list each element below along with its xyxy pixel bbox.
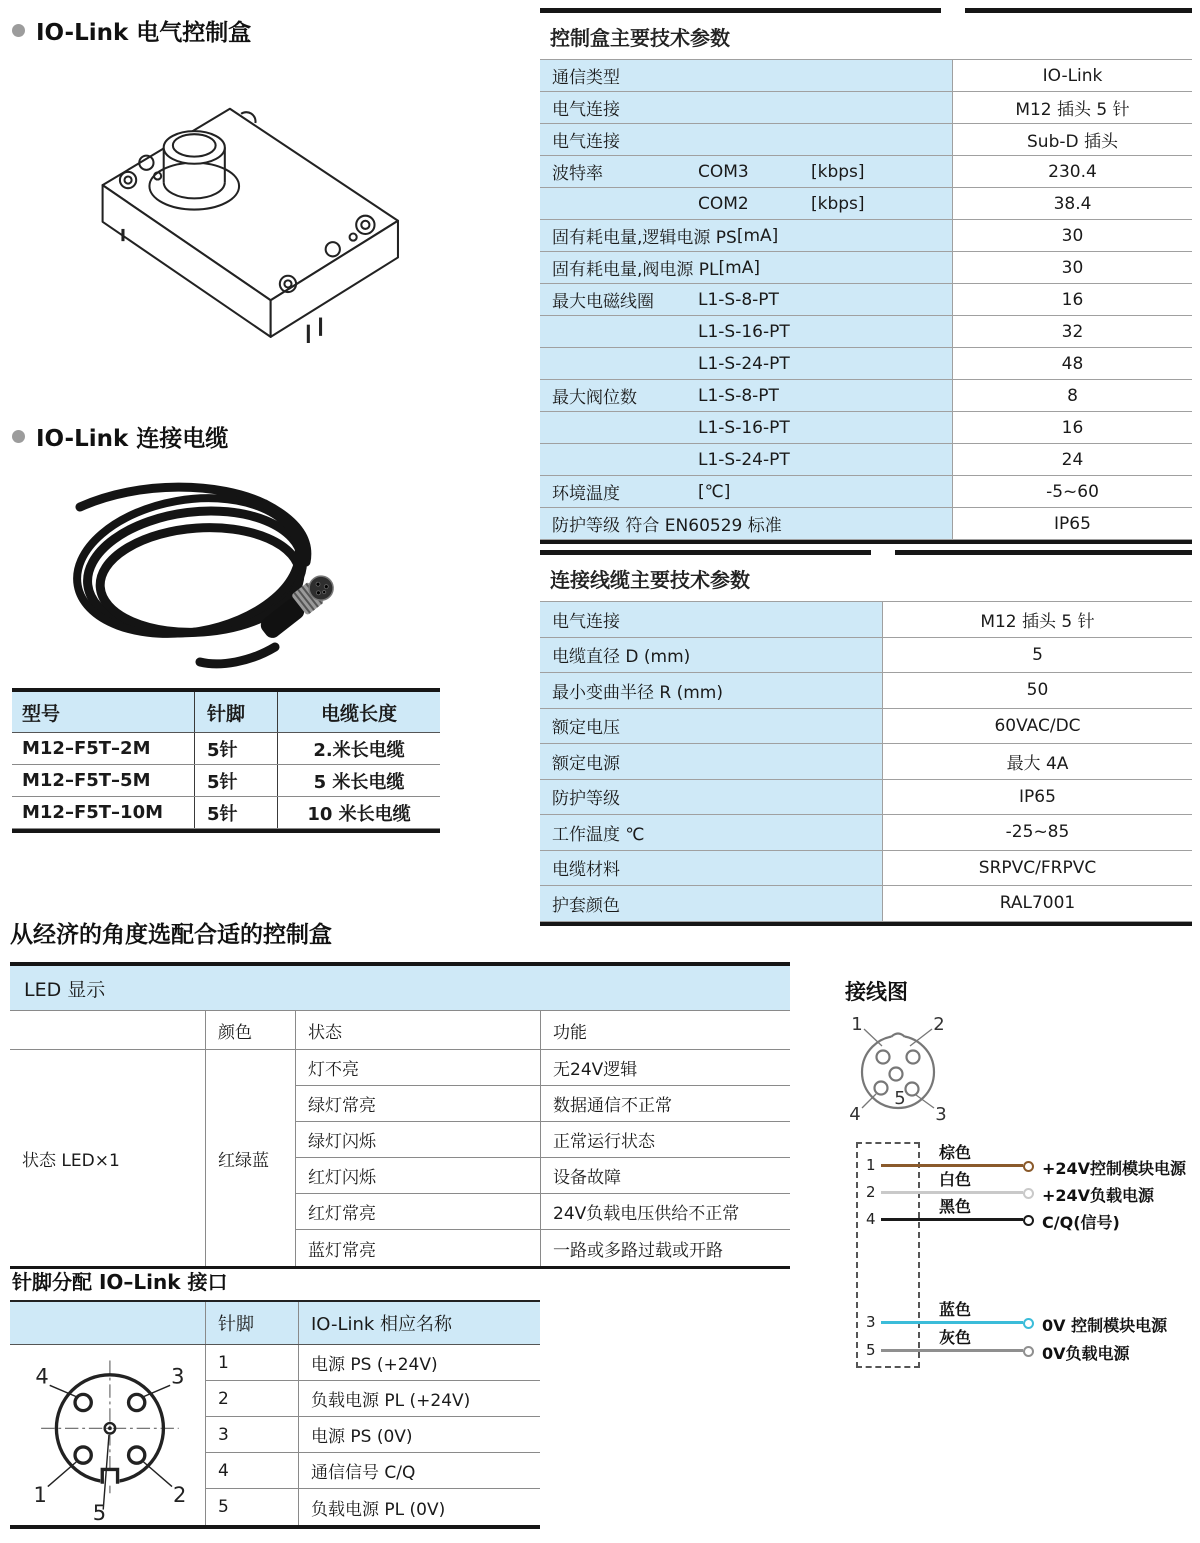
wiring-connector-diagram [846, 1014, 951, 1122]
table-row: 额定电源 最大 4A [540, 744, 1192, 780]
led-state: 红灯闪烁 [295, 1158, 540, 1194]
wire-color-label: 棕色 [938, 1143, 971, 1162]
section1-heading [12, 14, 251, 47]
pin-name: 通信信号 C/Q [298, 1453, 540, 1489]
section2-title: IO-Link 连接电缆 [36, 426, 229, 452]
m12-connector-diagram [10, 1345, 205, 1525]
led-function: 无24V逻辑 [540, 1050, 790, 1086]
wire-description: C/Q(信号) [1042, 1213, 1120, 1232]
wire-terminal [1023, 1346, 1034, 1357]
led-display-table [10, 962, 790, 1269]
led-state: 红灯常亮 [295, 1194, 540, 1230]
pin-label: 5 [92, 1500, 106, 1521]
bullet-icon [12, 24, 25, 37]
led-band-title: LED 显示 [10, 966, 790, 1010]
led-name-cell: 状态 LED×1 [22, 1150, 120, 1171]
table-top-border [540, 8, 1192, 13]
led-function: 一路或多路过载或开路 [540, 1230, 790, 1266]
table-row: 防护等级 符合 EN60529 标准 IP65 [540, 508, 1192, 540]
table-bottom-border [540, 540, 1192, 544]
column-header: IO-Link 相应名称 [298, 1302, 540, 1344]
pin-number: 2 [205, 1381, 298, 1417]
pin-number: 4 [205, 1453, 298, 1489]
table-row: 电缆材料 SRPVC/FRPVC [540, 851, 1192, 887]
wire-color-label: 灰色 [938, 1328, 971, 1347]
wire-gray [881, 1349, 1023, 1352]
table-title: 控制盒主要技术参数 [550, 26, 730, 50]
table-row: M12–F5T–2M 5针 2.米长电缆 [12, 733, 440, 765]
pin-label: 3 [935, 1104, 947, 1122]
table-row: M12–F5T–5M 5针 5 米长电缆 [12, 765, 440, 797]
column-header: 功能 [540, 1011, 790, 1049]
table-row: COM2 [kbps] 38.4 [540, 188, 1192, 220]
table-row: 固有耗电量,阀电源 PL [mA] 30 [540, 252, 1192, 284]
table-bottom-border [540, 922, 1192, 926]
led-state: 灯不亮 [295, 1050, 540, 1086]
wire-color-label: 白色 [938, 1170, 971, 1189]
bullet-icon [12, 430, 25, 443]
table-row: 电气连接 M12 插头 5 针 [540, 602, 1192, 638]
pin-label: 2 [172, 1481, 186, 1507]
table-row: 最小变曲半径 R (mm) 50 [540, 673, 1192, 709]
wire-terminal [1023, 1161, 1034, 1172]
wire-color-label: 黑色 [938, 1197, 971, 1216]
table-title: 连接线缆主要技术参数 [550, 568, 750, 592]
column-header [10, 1302, 205, 1344]
wire-description: 0V 控制模块电源 [1042, 1316, 1168, 1335]
section2-heading [12, 420, 228, 453]
pin-assignment-table [10, 1300, 540, 1529]
table-header-row [10, 1302, 540, 1345]
table-row: 最大电磁线圈 L1-S-8-PT 16 [540, 284, 1192, 316]
table-header-row [10, 1010, 790, 1050]
led-state: 蓝灯常亮 [295, 1230, 540, 1266]
led-function: 设备故障 [540, 1158, 790, 1194]
table-row: 额定电压 60VAC/DC [540, 709, 1192, 745]
table-row: 电缆直径 D (mm) 5 [540, 638, 1192, 674]
table-row: L1-S-16-PT 16 [540, 412, 1192, 444]
wire-description: +24V控制模块电源 [1042, 1159, 1187, 1178]
table-row: M12–F5T–10M 5针 10 米长电缆 [12, 797, 440, 829]
table-row: 环境温度 [℃] -5~60 [540, 476, 1192, 508]
table-bottom-border [12, 829, 440, 833]
cable-photo [60, 462, 360, 677]
column-header [10, 1011, 205, 1049]
led-colors-cell: 红绿蓝 [205, 1050, 295, 1266]
pin-label: 1 [32, 1481, 47, 1507]
pin-name: 负载电源 PL (0V) [298, 1489, 540, 1525]
wire-terminal [1023, 1215, 1034, 1226]
table-row: 工作温度 ℃ -25~85 [540, 815, 1192, 851]
control-box-drawing [50, 68, 420, 343]
table-row: 通信类型 IO-Link [540, 60, 1192, 92]
led-function: 正常运行状态 [540, 1122, 790, 1158]
pin-label: 2 [933, 1014, 945, 1035]
column-header: 型号 [22, 702, 61, 725]
pin-name: 电源 PS (+24V) [298, 1345, 540, 1381]
table-row: L1-S-24-PT 24 [540, 444, 1192, 476]
column-header: 针脚 [194, 692, 277, 732]
cable-spec-table [540, 550, 1192, 926]
pin-section-heading: 针脚分配 IO–Link 接口 [12, 1270, 228, 1294]
wire-terminal [1023, 1188, 1034, 1199]
column-header: 电缆长度 [277, 692, 440, 732]
wire-pin-number: 2 [866, 1183, 876, 1201]
table-row: L1-S-16-PT 32 [540, 316, 1192, 348]
table-row: 防护等级 IP65 [540, 780, 1192, 816]
pin-label: 1 [851, 1014, 863, 1035]
control-box-spec-table [540, 8, 1192, 544]
wire-pin-number: 4 [866, 1210, 876, 1228]
table-row: L1-S-24-PT 48 [540, 348, 1192, 380]
pin-label: 3 [170, 1363, 184, 1389]
table-row: 最大阀位数 L1-S-8-PT 8 [540, 380, 1192, 412]
pin-label: 4 [849, 1104, 861, 1122]
cable-model-table [12, 688, 440, 833]
wire-description: +24V负载电源 [1042, 1186, 1155, 1205]
pin-number: 1 [205, 1345, 298, 1381]
wire-black [881, 1218, 1023, 1221]
table-row: 电气连接 Sub-D 插头 [540, 124, 1192, 156]
column-header: 针脚 [205, 1302, 298, 1344]
pin-name: 负载电源 PL (+24V) [298, 1381, 540, 1417]
table-header-row [12, 692, 440, 733]
wire-pin-number: 5 [866, 1341, 876, 1359]
wire-description: 0V负载电源 [1042, 1344, 1130, 1363]
column-header: 颜色 [205, 1011, 295, 1049]
wire-pin-number: 3 [866, 1313, 876, 1331]
table-top-border [540, 550, 1192, 555]
table-bottom-border [10, 1525, 540, 1529]
pin-name: 电源 PS (0V) [298, 1417, 540, 1453]
table-row: 护套颜色 RAL7001 [540, 886, 1192, 922]
wiring-heading: 接线图 [845, 980, 908, 1004]
wire-color-label: 蓝色 [938, 1300, 971, 1319]
led-state: 绿灯常亮 [295, 1086, 540, 1122]
pin-number: 5 [205, 1489, 298, 1525]
led-function: 24V负载电压供给不正常 [540, 1194, 790, 1230]
pin-label: 4 [34, 1363, 49, 1389]
table-row: 电气连接 M12 插头 5 针 [540, 92, 1192, 124]
column-header: 状态 [295, 1011, 540, 1049]
pin-number: 3 [205, 1417, 298, 1453]
wire-terminal [1023, 1318, 1034, 1329]
wire-pin-number: 1 [866, 1156, 876, 1174]
section3-heading: 从经济的角度选配合适的控制盒 [10, 922, 332, 948]
table-row: 波特率 COM3 [kbps] 230.4 [540, 156, 1192, 188]
pin-label: 5 [894, 1088, 906, 1109]
wire-blue [881, 1321, 1023, 1324]
led-function: 数据通信不正常 [540, 1086, 790, 1122]
table-row: 固有耗电量,逻辑电源 PS [mA] 30 [540, 220, 1192, 252]
section1-title: IO-Link 电气控制盒 [36, 20, 252, 46]
led-state: 绿灯闪烁 [295, 1122, 540, 1158]
